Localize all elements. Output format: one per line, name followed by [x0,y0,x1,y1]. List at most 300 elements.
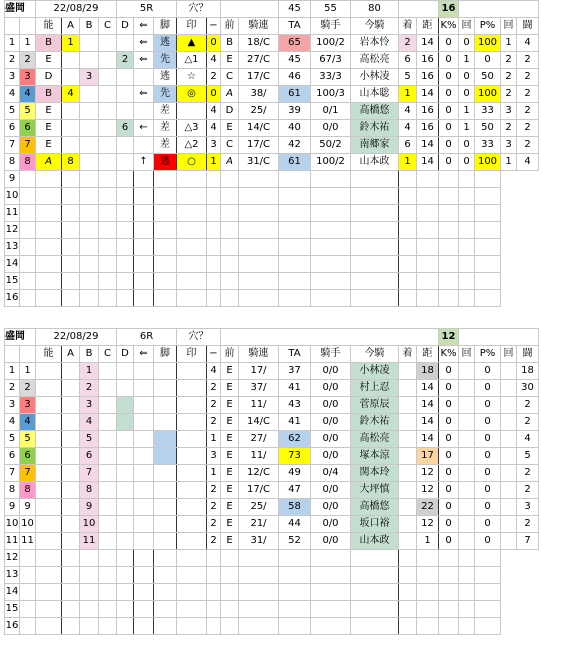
arrow-cell [134,431,154,448]
cell [311,188,351,205]
row-number: 14 [5,256,20,273]
kyori-cell: 12 [417,465,439,482]
cell [351,273,399,290]
col-c-cell [99,35,117,52]
konki-cell: 鈴木祐 [351,414,399,431]
horse-row[interactable] [5,533,539,550]
cell [99,290,117,307]
race2-title-row [5,329,539,346]
row-number: 7 [5,465,20,482]
kiren-cell: 14/C [239,120,279,137]
minus-cell: 0 [207,86,221,103]
zen-cell: A [221,86,239,103]
col-b-cell: 3 [80,69,99,86]
zen-cell: E [221,516,239,533]
col-b-cell: 2 [80,380,99,397]
col-d-cell [117,86,134,103]
horse-row[interactable] [5,137,539,154]
cell [239,256,279,273]
cell [239,567,279,584]
kai-cell [459,397,475,414]
row-number: 15 [5,601,20,618]
cell [475,273,501,290]
tou-cell: 18 [517,363,539,380]
col-c-cell [99,137,117,154]
shirushi-cell [177,397,207,414]
arrow-cell [134,448,154,465]
cell [459,171,475,188]
empty-row[interactable] [5,567,539,584]
tou-cell: 2 [517,516,539,533]
cell [80,256,99,273]
kai-cell [459,482,475,499]
shirushi-cell [177,482,207,499]
cell [221,222,239,239]
kiren-cell: 12/C [239,465,279,482]
cell [221,550,239,567]
ta-cell: 44 [279,516,311,533]
p-cell: 50 [475,120,501,137]
kiren-cell: 17/C [239,482,279,499]
kyori-cell: 14 [417,397,439,414]
kishu-cell: 0/0 [311,414,351,431]
empty-row[interactable] [5,618,539,635]
shirushi-cell: △2 [177,137,207,154]
cell [351,567,399,584]
cell [62,205,80,222]
cell [417,171,439,188]
cell [239,290,279,307]
ta-cell: 40 [279,120,311,137]
cell [177,205,207,222]
p-cell: 0 [475,482,501,499]
kyori-cell: 22 [417,499,439,516]
konki-cell: 関本玲 [351,465,399,482]
kai2-cell [501,397,517,414]
cell [351,239,399,256]
col-kyaku: 脚 [154,18,177,35]
horse-row[interactable] [5,35,539,52]
ta-cell: 61 [279,86,311,103]
horse-row[interactable] [5,414,539,431]
col-d-cell [117,516,134,533]
cell [239,222,279,239]
nou-cell: D [36,69,62,86]
cell [80,239,99,256]
cell [221,273,239,290]
cell [279,256,311,273]
kai2-cell: 3 [501,137,517,154]
horse-row[interactable] [5,482,539,499]
kyaku-cell [154,465,177,482]
date-label: 22/08/29 [36,329,117,346]
cell [154,188,177,205]
row-number: 8 [5,154,20,171]
zen-cell: E [221,380,239,397]
horse-row[interactable] [5,431,539,448]
kishu-cell: 0/0 [311,363,351,380]
row-number: 1 [5,363,20,380]
cell [417,188,439,205]
cell [117,171,134,188]
cell [207,171,221,188]
cell [439,584,459,601]
cell [351,601,399,618]
shirushi-cell [177,431,207,448]
col-c: C [99,18,117,35]
cell [36,188,62,205]
cell [439,222,459,239]
col-a-cell [62,397,80,414]
cell [311,584,351,601]
nou-cell [36,516,62,533]
empty-row[interactable] [5,550,539,567]
col-kyaku: 脚 [154,346,177,363]
horse-row[interactable] [5,448,539,465]
tou-cell: 2 [517,69,539,86]
col-d-cell: 2 [117,52,134,69]
cell [279,222,311,239]
p-cell: 100 [475,154,501,171]
empty-row[interactable] [5,290,539,307]
minus-cell: 1 [207,465,221,482]
arrow-cell: ⇐ [134,52,154,69]
cell [62,618,80,635]
konki-cell: 坂口裕 [351,516,399,533]
cell [177,550,207,567]
kyaku-cell: 逃 [154,154,177,171]
kiren-cell: 11/ [239,397,279,414]
cell [80,584,99,601]
cell [311,601,351,618]
horse-row[interactable] [5,380,539,397]
col-shirushi: 印 [177,18,207,35]
col-kai2: 回 [501,18,517,35]
cell [351,290,399,307]
shirushi-cell: △3 [177,120,207,137]
empty-row[interactable] [5,601,539,618]
waku-cell: 11 [20,533,36,550]
kyaku-cell: 逃 [154,35,177,52]
minus-cell: 2 [207,482,221,499]
cell [117,273,134,290]
cell [117,188,134,205]
empty-row[interactable] [5,273,539,290]
cell [154,584,177,601]
race1-table [4,0,539,307]
col-b-cell: 9 [80,499,99,516]
row-number: 5 [5,431,20,448]
horse-row[interactable] [5,363,539,380]
chaku-cell [399,482,417,499]
cell [207,584,221,601]
empty-row[interactable] [5,584,539,601]
cell [311,222,351,239]
cell [134,205,154,222]
col-d-cell [117,69,134,86]
cell [99,273,117,290]
arrow-cell [134,69,154,86]
horse-row[interactable] [5,86,539,103]
waku-cell: 6 [20,120,36,137]
tou-cell: 2 [517,397,539,414]
p-cell: 0 [475,448,501,465]
horse-row[interactable] [5,516,539,533]
k-cell: 0 [439,154,459,171]
kyaku-cell [154,499,177,516]
cell [311,290,351,307]
col-c-cell [99,380,117,397]
waku-cell: 5 [20,103,36,120]
cell [117,205,134,222]
cell [311,567,351,584]
col-a-cell [62,482,80,499]
cell [134,550,154,567]
ana-label: 穴？ [177,329,221,346]
kai-cell [459,380,475,397]
cell [351,550,399,567]
konki-cell: 村上忍 [351,380,399,397]
chaku-cell: 6 [399,137,417,154]
tou-cell: 2 [517,482,539,499]
p-cell: 0 [475,380,501,397]
col-k: K% [439,346,459,363]
cell [399,222,417,239]
kiren-cell: 25/ [239,499,279,516]
nou-cell: E [36,52,62,69]
nou-cell: B [36,35,62,52]
cell [439,171,459,188]
cell [117,567,134,584]
col-d-cell [117,397,134,414]
cell [177,239,207,256]
k-cell: 0 [439,431,459,448]
p-cell: 100 [475,86,501,103]
waku-cell: 2 [20,52,36,69]
waku-cell: 1 [20,35,36,52]
p-cell: 0 [475,397,501,414]
empty-row[interactable] [5,171,539,188]
horse-row[interactable] [5,154,539,171]
cell [117,584,134,601]
empty-row[interactable] [5,239,539,256]
cell [459,584,475,601]
cell [459,290,475,307]
tou-cell: 4 [517,35,539,52]
col-p: P% [475,346,501,363]
shirushi-cell [177,380,207,397]
kiren-cell: 18/C [239,35,279,52]
kai2-cell: 2 [501,120,517,137]
cell [417,205,439,222]
arrow-cell [134,137,154,154]
race-label: 6R [117,329,177,346]
kishu-cell: 0/0 [311,380,351,397]
cell [154,618,177,635]
cell [221,256,239,273]
cell [475,601,501,618]
col-d-cell [117,482,134,499]
chaku-cell [399,380,417,397]
cell [36,584,62,601]
cell [62,584,80,601]
chaku-cell [399,516,417,533]
cell [399,601,417,618]
cell [207,273,221,290]
cell [399,567,417,584]
k-cell: 0 [439,533,459,550]
arrow-cell: ⇐ [134,35,154,52]
kai2-cell: 2 [501,52,517,69]
kiren-cell: 27/ [239,431,279,448]
cell [351,205,399,222]
col-d-cell [117,533,134,550]
horse-row[interactable] [5,465,539,482]
row-number: 9 [5,499,20,516]
kyori-cell: 17 [417,448,439,465]
horse-row[interactable] [5,120,539,137]
waku-cell: 5 [20,431,36,448]
zen-cell: C [221,69,239,86]
chaku-cell: 4 [399,103,417,120]
kyaku-cell [154,533,177,550]
cell [62,601,80,618]
chaku-cell: 2 [399,35,417,52]
cell [154,205,177,222]
kyaku-cell: 差 [154,120,177,137]
col-d-cell [117,363,134,380]
cell [417,584,439,601]
cell [62,273,80,290]
col-c-cell [99,52,117,69]
p-cell: 0 [475,533,501,550]
minus-cell: 2 [207,499,221,516]
kishu-cell: 0/0 [311,533,351,550]
nou-cell [36,465,62,482]
empty-row[interactable] [5,188,539,205]
row-number: 11 [5,205,20,222]
kiren-cell: 14/C [239,414,279,431]
kyori-cell: 16 [417,120,439,137]
col-minus: − [207,346,221,363]
cell [399,171,417,188]
cell [62,239,80,256]
cell [279,550,311,567]
cell [99,567,117,584]
konki-cell: 鈴木祐 [351,120,399,137]
col-b-cell [80,120,99,137]
col-c-cell [99,120,117,137]
cell [99,618,117,635]
col-kiren: 騎連 [239,18,279,35]
horse-row[interactable] [5,499,539,516]
minus-cell: 3 [207,137,221,154]
p-cell: 0 [475,431,501,448]
minus-cell: 4 [207,120,221,137]
tou-cell: 2 [517,86,539,103]
cell [20,584,36,601]
col-c-cell [99,482,117,499]
cell [117,290,134,307]
kiren-cell: 21/ [239,516,279,533]
col-b-cell: 7 [80,465,99,482]
cell [99,601,117,618]
col-c-cell [99,154,117,171]
cell [62,290,80,307]
col-d-cell [117,380,134,397]
horse-row[interactable] [5,69,539,86]
col-d-cell: 6 [117,120,134,137]
cell [221,601,239,618]
col-d-cell [117,137,134,154]
col-kyori: 距 [417,346,439,363]
waku-cell: 7 [20,137,36,154]
waku-cell: 1 [20,363,36,380]
col-chaku: 着 [399,18,417,35]
empty-row[interactable] [5,256,539,273]
kiren-cell: 27/C [239,52,279,69]
cell [459,239,475,256]
cell [134,584,154,601]
ta-cell: 58 [279,499,311,516]
shirushi-cell [177,414,207,431]
col-b-cell [80,154,99,171]
kishu-cell: 33/3 [311,69,351,86]
horse-row[interactable] [5,52,539,69]
cell [20,256,36,273]
cell [207,188,221,205]
kyaku-cell [154,363,177,380]
cell [99,550,117,567]
cell [99,171,117,188]
horse-row[interactable] [5,103,539,120]
kai-cell: 0 [459,69,475,86]
cell [177,222,207,239]
chaku-cell [399,414,417,431]
col-d-cell [117,414,134,431]
p-cell: 0 [475,52,501,69]
arrow-cell [134,465,154,482]
empty-row[interactable] [5,205,539,222]
col-kai: 回 [459,346,475,363]
kyaku-cell [154,397,177,414]
kyori-cell: 16 [417,103,439,120]
p-cell: 0 [475,363,501,380]
zen-cell: E [221,431,239,448]
cell [62,171,80,188]
kishu-cell: 0/1 [311,103,351,120]
ta-cell: 62 [279,431,311,448]
cell [239,273,279,290]
cell [417,256,439,273]
track-label: 盛岡 [5,1,36,18]
konki-cell: 岩本怜 [351,35,399,52]
nou-cell [36,533,62,550]
col-p: P% [475,18,501,35]
kai-cell [459,516,475,533]
cell [417,618,439,635]
horse-row[interactable] [5,397,539,414]
cell [221,171,239,188]
row-number: 13 [5,567,20,584]
kishu-cell: 0/0 [311,431,351,448]
kai-cell [459,465,475,482]
empty-row[interactable] [5,222,539,239]
k-cell: 0 [439,103,459,120]
col-chaku: 着 [399,346,417,363]
kai2-cell: 1 [501,154,517,171]
shirushi-cell: ▲ [177,35,207,52]
